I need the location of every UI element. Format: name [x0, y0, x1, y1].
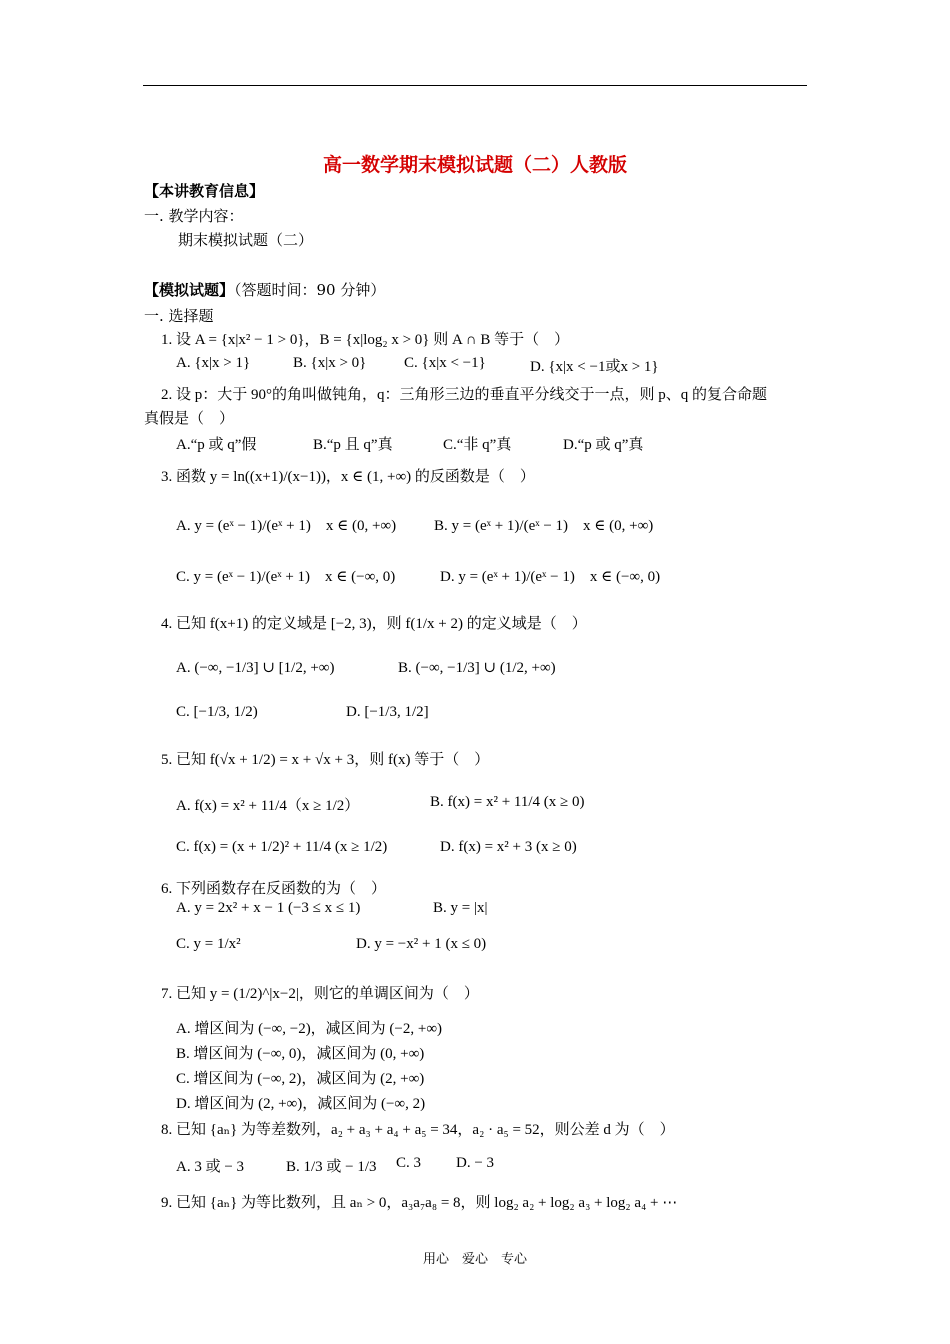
page-footer: 用心 爱心 专心 — [422, 1252, 527, 1267]
q3-option-a: A. y = (eˣ − 1)/(eˣ + 1) x ∈ (0, +∞) — [176, 518, 397, 534]
q8-option-b: B. 1/3 或 − 1/3 — [286, 1159, 377, 1175]
q1-option-a: A. {x|x > 1} — [176, 355, 251, 371]
q2-stem-line2: 真假是（ ） — [144, 411, 235, 427]
section-info-heading: 【本讲教育信息】 — [144, 182, 265, 200]
q3-option-b: B. y = (eˣ + 1)/(eˣ − 1) x ∈ (0, +∞) — [434, 518, 654, 534]
q6-stem: 6. 下列函数存在反函数的为（ ） — [161, 881, 387, 897]
q6-option-d: D. y = −x² + 1 (x ≤ 0) — [356, 936, 487, 952]
section-test-line — [144, 279, 385, 300]
q7-stem: 7. 已知 y = (1/2)^|x−2|，则它的单调区间为（ ） — [161, 986, 479, 1002]
q1-option-b: B. {x|x > 0} — [293, 355, 367, 371]
q6-option-b: B. y = |x| — [433, 900, 488, 916]
q3-option-c: C. y = (eˣ − 1)/(eˣ + 1) x ∈ (−∞, 0) — [176, 569, 396, 585]
page-title: 高一数学期末模拟试题（二）人教版 — [322, 154, 627, 176]
part-choice-label: 一. 选择题 — [144, 307, 214, 325]
q5-option-a: A. f(x) = x² + 11/4（x ≥ 1/2） — [176, 798, 360, 814]
q5-option-b: B. f(x) = x² + 11/4 (x ≥ 0) — [430, 794, 585, 810]
q5-option-c: C. f(x) = (x + 1/2)² + 11/4 (x ≥ 1/2) — [176, 839, 388, 855]
q4-option-c: C. [−1/3, 1/2) — [176, 704, 258, 720]
q1-option-c: C. {x|x < −1} — [404, 355, 486, 371]
q2-stem-line1: 2. 设 p：大于 90°的角叫做钝角，q：三角形三边的垂直平分线交于一点，则 p、q 的复合命题 — [161, 387, 768, 403]
q5-option-d: D. f(x) = x² + 3 (x ≥ 0) — [440, 839, 577, 855]
q4-option-a: A. (−∞, −1/3] ∪ [1/2, +∞) — [176, 660, 335, 676]
q7-option-b: B. 增区间为 (−∞, 0)，减区间为 (0, +∞) — [176, 1046, 425, 1062]
q3-option-d: D. y = (eˣ + 1)/(eˣ − 1) x ∈ (−∞, 0) — [440, 569, 661, 585]
q7-option-a: A. 增区间为 (−∞, −2)，减区间为 (−2, +∞) — [176, 1021, 443, 1037]
q8-option-c: C. 3 — [396, 1155, 422, 1171]
part1-content: 期末模拟试题（二） — [178, 231, 314, 249]
q4-stem: 4. 已知 f(x+1) 的定义域是 [−2, 3)，则 f(1/x + 2) 的定义域是（ ） — [161, 616, 587, 632]
q4-option-b: B. (−∞, −1/3] ∪ (1/2, +∞) — [398, 660, 556, 676]
part1-label: 一. 教学内容： — [144, 207, 244, 225]
q7-option-d: D. 增区间为 (2, +∞)，减区间为 (−∞, 2) — [176, 1096, 426, 1112]
q3-stem: 3. 函数 y = ln((x+1)/(x−1))，x ∈ (1, +∞) 的反函数是（ ） — [161, 469, 535, 485]
section-test-heading: 【模拟试题】 — [144, 281, 235, 299]
q6-option-c: C. y = 1/x² — [176, 936, 241, 952]
q2-option-b: B.“p 且 q”真 — [313, 437, 393, 453]
section-test-note: （答题时间：90 分钟） — [234, 281, 386, 299]
q1-stem: 1. 设 A = {x|x² − 1 > 0}，B = {x|log₂ x > 0} 则 A ∩ B 等于（ ） — [161, 332, 570, 348]
q4-option-d: D. [−1/3, 1/2] — [346, 704, 429, 720]
q8-stem: 8. 已知 {aₙ} 为等差数列，a₂ + a₃ + a₄ + a₅ = 34，a₂ · a₅ = 52，则公差 d 为（ ） — [161, 1122, 675, 1138]
q8-option-d: D. − 3 — [456, 1155, 495, 1171]
q7-option-c: C. 增区间为 (−∞, 2)，减区间为 (2, +∞) — [176, 1071, 425, 1087]
q5-stem: 5. 已知 f(√x + 1/2) = x + √x + 3，则 f(x) 等于（ ） — [161, 752, 490, 768]
q2-option-d: D.“p 或 q”真 — [563, 437, 644, 453]
q1-option-d: D. {x|x < −1或x > 1} — [530, 359, 659, 375]
q8-option-a: A. 3 或 − 3 — [176, 1159, 245, 1175]
q2-option-a: A.“p 或 q”假 — [176, 437, 257, 453]
q9-stem: 9. 已知 {aₙ} 为等比数列，且 aₙ > 0，a₃a₇a₈ = 8，则 log₂ a₂ + log₂ a₃ + log₂ a₄ + ⋯ — [161, 1195, 678, 1211]
header-rule — [143, 85, 807, 86]
q6-option-a: A. y = 2x² + x − 1 (−3 ≤ x ≤ 1) — [176, 900, 361, 916]
q2-option-c: C.“非 q”真 — [443, 437, 512, 453]
